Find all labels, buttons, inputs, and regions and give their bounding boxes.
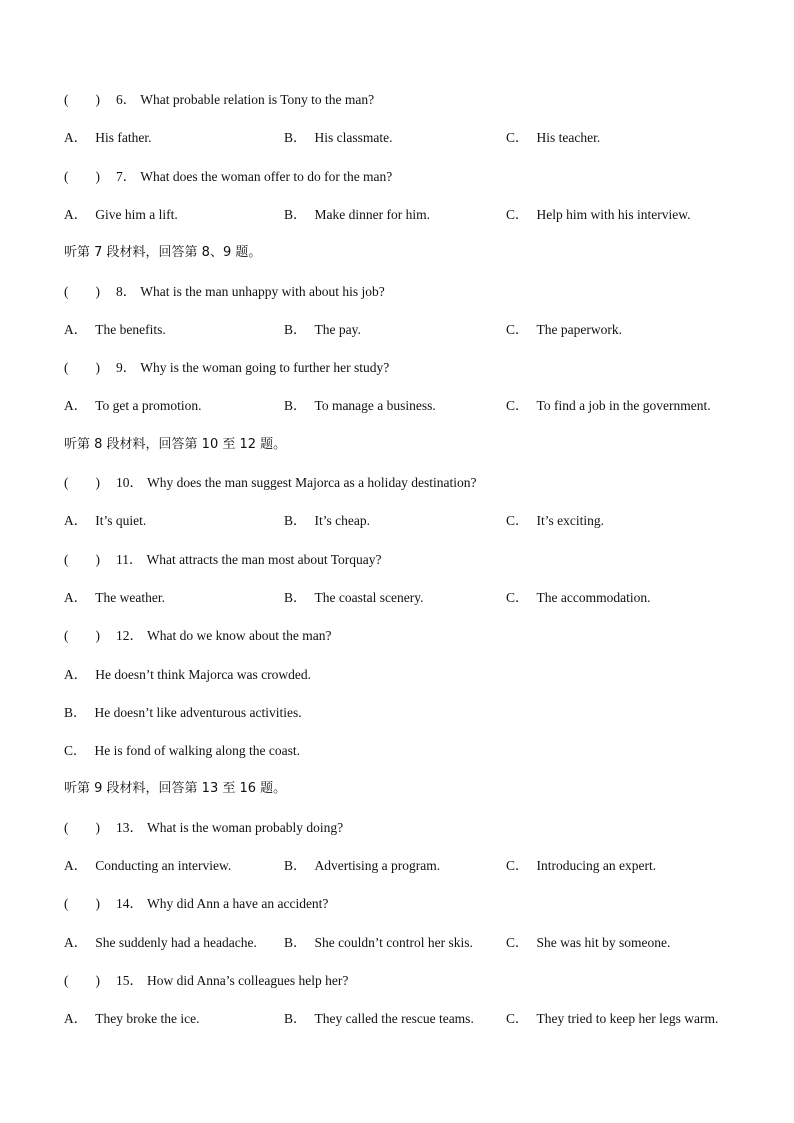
- option-letter: A．: [64, 398, 88, 413]
- option-letter: B．: [284, 858, 307, 873]
- question-text: What is the woman probably doing?: [147, 820, 344, 835]
- option-text: He doesn’t think Majorca was crowded.: [95, 667, 311, 682]
- options-row: [64, 205, 764, 225]
- option-letter: C．: [64, 743, 87, 758]
- section-text: 听第 8 段材料，回答第 10 至 12 题。: [64, 437, 287, 452]
- option-text: She was hit by someone.: [536, 935, 671, 950]
- question-text: What probable relation is Tony to the man?: [140, 92, 375, 107]
- option-text: The coastal scenery.: [314, 590, 424, 605]
- option-letter: A．: [64, 322, 88, 337]
- question-text: What do we know about the man?: [147, 628, 332, 643]
- question-number: 15．: [116, 973, 143, 988]
- option-c: [506, 396, 711, 416]
- question-text: What attracts the man most about Torquay?: [146, 552, 382, 567]
- option-b: [284, 856, 440, 876]
- option-letter: C．: [506, 398, 529, 413]
- option-text: His father.: [95, 130, 152, 145]
- option-letter: B．: [284, 398, 307, 413]
- answer-blank: ( ): [64, 628, 100, 643]
- option-text: Advertising a program.: [314, 858, 441, 873]
- question-stem: [64, 894, 328, 914]
- option-text: To manage a business.: [314, 398, 436, 413]
- option-letter: C．: [506, 935, 529, 950]
- option-c: [506, 320, 622, 340]
- answer-blank: ( ): [64, 284, 100, 299]
- question-text: What is the man unhappy with about his job?: [140, 284, 385, 299]
- option-text: They tried to keep her legs warm.: [536, 1011, 719, 1026]
- option-text: Make dinner for him.: [314, 207, 430, 222]
- question-number: 13．: [116, 820, 143, 835]
- option-b: [284, 320, 361, 340]
- question-number: 14．: [116, 896, 143, 911]
- option-letter: B．: [284, 207, 307, 222]
- option-letter: C．: [506, 513, 529, 528]
- question-number: 7．: [116, 169, 137, 184]
- option-b: [284, 511, 370, 531]
- question-stem: [64, 818, 343, 838]
- option-letter: B．: [284, 1011, 307, 1026]
- option-text: His teacher.: [536, 130, 601, 145]
- option-a: [64, 205, 178, 225]
- option-text: To get a promotion.: [95, 398, 202, 413]
- option-a: [64, 320, 166, 340]
- question-stem: [64, 167, 392, 187]
- question-stem: [64, 358, 389, 378]
- option-text: Introducing an expert.: [536, 858, 657, 873]
- option-text: Conducting an interview.: [95, 858, 232, 873]
- option-c: [506, 933, 670, 953]
- option-letter: A．: [64, 590, 88, 605]
- answer-blank: ( ): [64, 973, 100, 988]
- option-text: Help him with his interview.: [536, 207, 691, 222]
- option-text: They broke the ice.: [95, 1011, 200, 1026]
- option-letter: B．: [64, 705, 87, 720]
- options-row: [64, 588, 764, 608]
- option-letter: A．: [64, 1011, 88, 1026]
- option-c: [506, 205, 691, 225]
- question-number: 12．: [116, 628, 143, 643]
- option-text: It’s cheap.: [314, 513, 370, 528]
- option-c: [506, 128, 600, 148]
- option-b: [284, 933, 473, 953]
- question-text: Why does the man suggest Majorca as a holiday destination?: [147, 475, 477, 490]
- option-text: It’s quiet.: [95, 513, 147, 528]
- option-letter: A．: [64, 858, 88, 873]
- question-text: Why did Ann a have an accident?: [147, 896, 329, 911]
- option-c: [506, 511, 604, 531]
- option-b: [284, 205, 430, 225]
- answer-blank: ( ): [64, 552, 100, 567]
- question-stem: [64, 550, 381, 570]
- section-heading: [64, 435, 286, 455]
- question-text: What does the woman offer to do for the man?: [140, 169, 393, 184]
- option-text: She suddenly had a headache.: [95, 935, 257, 950]
- options-row: [64, 320, 764, 340]
- option-line: [64, 665, 311, 685]
- answer-blank: ( ): [64, 820, 100, 835]
- option-text: He doesn’t like adventurous activities.: [94, 705, 302, 720]
- question-number: 9．: [116, 360, 137, 375]
- option-a: [64, 1009, 199, 1029]
- option-b: [284, 1009, 474, 1029]
- option-b: [284, 128, 393, 148]
- question-number: 10．: [116, 475, 143, 490]
- options-row: [64, 933, 764, 953]
- question-text: How did Anna’s colleagues help her?: [147, 973, 349, 988]
- option-a: [64, 396, 202, 416]
- option-text: She couldn’t control her skis.: [314, 935, 473, 950]
- section-text: 听第 9 段材料，回答第 13 至 16 题。: [64, 781, 287, 796]
- option-text: His classmate.: [314, 130, 393, 145]
- option-c: [506, 856, 656, 876]
- option-a: [64, 856, 231, 876]
- option-text: The pay.: [314, 322, 361, 337]
- option-a: [64, 933, 257, 953]
- question-stem: [64, 971, 348, 991]
- answer-blank: ( ): [64, 360, 100, 375]
- option-text: Give him a lift.: [95, 207, 178, 222]
- option-text: He is fond of walking along the coast.: [94, 743, 300, 758]
- option-letter: B．: [284, 935, 307, 950]
- option-text: The paperwork.: [536, 322, 622, 337]
- option-letter: A．: [64, 935, 88, 950]
- option-letter: C．: [506, 590, 529, 605]
- options-row: [64, 511, 764, 531]
- option-a: [64, 511, 146, 531]
- question-text: Why is the woman going to further her study?: [140, 360, 390, 375]
- question-number: 8．: [116, 284, 137, 299]
- option-letter: A．: [64, 667, 88, 682]
- option-b: [284, 588, 423, 608]
- option-letter: A．: [64, 130, 88, 145]
- option-a: [64, 128, 152, 148]
- question-stem: [64, 282, 385, 302]
- answer-blank: ( ): [64, 92, 100, 107]
- option-line: [64, 703, 302, 723]
- option-letter: C．: [506, 1011, 529, 1026]
- question-number: 6．: [116, 92, 137, 107]
- option-line: [64, 741, 300, 761]
- option-letter: C．: [506, 207, 529, 222]
- option-text: To find a job in the government.: [536, 398, 711, 413]
- option-letter: C．: [506, 858, 529, 873]
- option-letter: B．: [284, 513, 307, 528]
- options-row: [64, 396, 764, 416]
- option-letter: B．: [284, 590, 307, 605]
- option-letter: B．: [284, 322, 307, 337]
- answer-blank: ( ): [64, 169, 100, 184]
- question-number: 11．: [116, 552, 143, 567]
- option-b: [284, 396, 436, 416]
- option-letter: B．: [284, 130, 307, 145]
- option-letter: A．: [64, 207, 88, 222]
- question-stem: [64, 90, 374, 110]
- options-row: [64, 128, 764, 148]
- answer-blank: ( ): [64, 896, 100, 911]
- option-text: The benefits.: [95, 322, 166, 337]
- section-heading: [64, 779, 286, 799]
- question-stem: [64, 626, 331, 646]
- option-c: [506, 588, 650, 608]
- options-row: [64, 1009, 764, 1029]
- option-c: [506, 1009, 718, 1029]
- section-text: 听第 7 段材料，回答第 8、9 题。: [64, 245, 262, 260]
- option-letter: A．: [64, 513, 88, 528]
- options-row: [64, 856, 764, 876]
- option-text: The accommodation.: [536, 590, 651, 605]
- option-text: They called the rescue teams.: [314, 1011, 474, 1026]
- option-a: [64, 588, 165, 608]
- section-heading: [64, 243, 261, 263]
- answer-blank: ( ): [64, 475, 100, 490]
- question-stem: [64, 473, 477, 493]
- option-text: The weather.: [95, 590, 165, 605]
- option-text: It’s exciting.: [536, 513, 605, 528]
- option-letter: C．: [506, 130, 529, 145]
- option-letter: C．: [506, 322, 529, 337]
